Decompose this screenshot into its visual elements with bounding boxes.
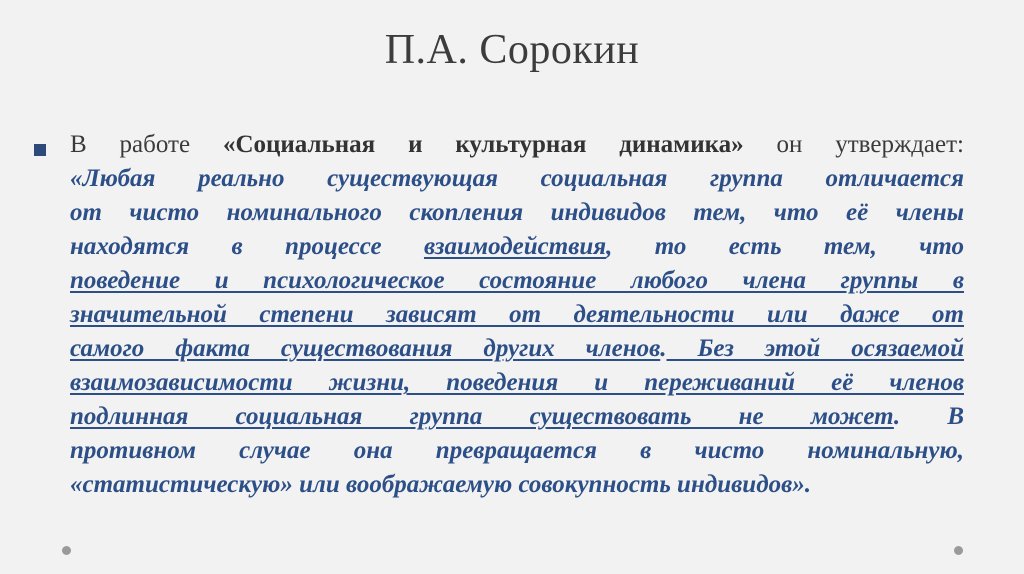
quote-line-10: «статистическую» или воображаемую совокупность индивидов». — [70, 471, 812, 498]
intro-text: В работе — [70, 131, 223, 158]
quote-line-8 — [70, 400, 964, 434]
quote-line-1: «Любая реально существующая социальная группа отличается — [70, 165, 964, 192]
quote-line-4: поведение и психологическое состояние любого члена группы в — [70, 267, 964, 294]
quote-underlined-segment: самого факта существования других членов — [70, 335, 661, 362]
claims-text: он утверждает: — [743, 131, 964, 158]
quote-line-7: взаимозависимости жизни, поведения и переживаний её членов — [70, 369, 964, 396]
quote-segment: . В — [893, 403, 964, 430]
quote-line-3 — [70, 230, 964, 264]
quote-underlined-segment: подлинная социальная группа существовать не может — [70, 403, 894, 430]
quote-segment: , то есть тем, что — [606, 233, 964, 260]
paragraph-line-1 — [70, 128, 964, 162]
quote-segment: находятся в процессе — [70, 233, 424, 260]
quote-line-9: противном случае она превращается в чисто номинальную, — [70, 437, 964, 464]
corner-dot-left — [62, 546, 71, 555]
slide-title: П.А. Сорокин — [384, 27, 640, 73]
corner-dot-right — [954, 546, 963, 555]
quote-line-5: значительной степени зависят от деятельности или даже от — [70, 301, 964, 328]
work-title: «Социальная и культурная динамика» — [222, 131, 744, 158]
quote-segment: . — [660, 335, 667, 362]
quote-line-6 — [70, 332, 964, 366]
quote-line-2: от чисто номинального скопления индивидов тем, что её члены — [70, 199, 964, 226]
quote-underlined-interaction: взаимодействия — [423, 233, 607, 260]
bullet-paragraph — [70, 128, 964, 502]
quote-underlined-segment: Без этой осязаемой — [666, 335, 965, 362]
square-bullet-icon — [34, 144, 46, 156]
